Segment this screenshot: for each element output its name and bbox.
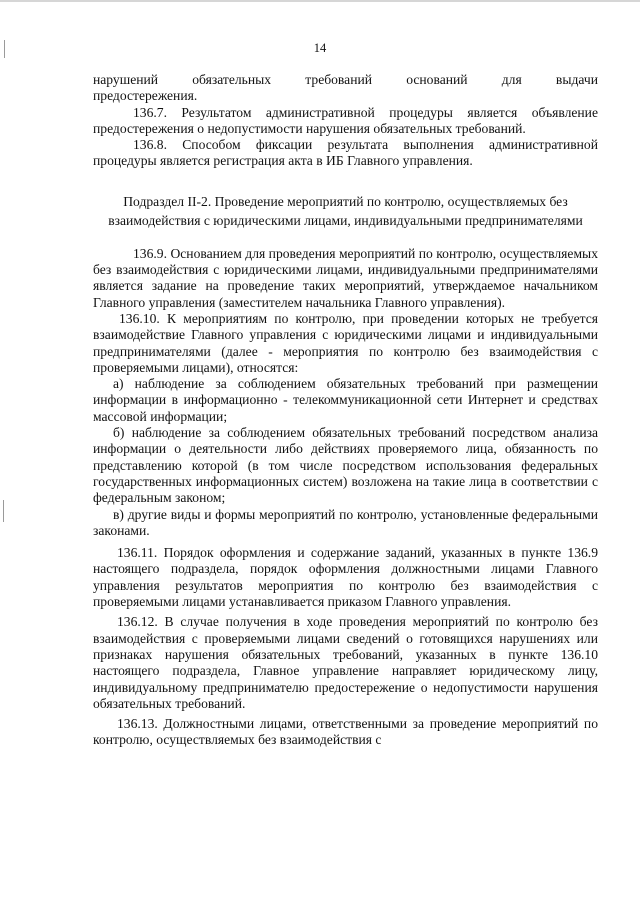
paragraph-136-8: 136.8. Способом фиксации результата выполнения административной процедуры является регистрация акта в ИБ Главного управления. [93, 137, 598, 169]
paragraph-136-12: 136.12. В случае получения в ходе проведения мероприятий по контролю без взаимодействия с проверяемыми лицами сведений о готовящихся нарушениях или признаках нарушения обязательных требований, указанных в пункте 136.10 настоящего подраздела, Главное управление направляет юридическому лицу, индивидуальному предпринимателю предостережение о недопустимости нарушения обязательных требований. [93, 614, 598, 711]
document-body [93, 72, 598, 749]
subsection-heading: Подраздел II-2. Проведение мероприятий по контролю, осуществляемых без взаимодействия с юридическими лицами, индивидуальными предпринимателями [108, 193, 583, 228]
paragraph-136-11: 136.11. Порядок оформления и содержание заданий, указанных в пункте 136.9 настоящего подраздела, порядок оформления должностными лицами Главного управления результатов мероприятия по контролю без взаимодействия с проверяемыми лицами устанавливается приказом Главного управления. [93, 545, 598, 610]
paragraph-136-13: 136.13. Должностными лицами, ответственными за проведение мероприятий по контролю, осуществляемых без взаимодействия с [93, 716, 598, 748]
paragraph-136-7: 136.7. Результатом административной процедуры является объявление предостережения о недопустимости нарушения обязательных требований. [93, 104, 598, 136]
paragraph-item-b: б) наблюдение за соблюдением обязательных требований посредством анализа информации о деятельности либо действиях проверяемого лица, обязанность по представлению которой (в том числе посредством использования федеральных государственных информационных систем) возложена на такие лица в соответствии с федеральным законом; [93, 425, 598, 506]
page-number: 14 [313, 41, 327, 55]
paragraph-136-10: 136.10. К мероприятиям по контролю, при проведении которых не требуется взаимодействие Главного управления с юридическими лицами и индивидуальными предпринимателями (далее - мероприятия по контролю без взаимодействия с проверяемыми лицами), относятся: [93, 310, 598, 375]
paragraph-item-v: в) другие виды и формы мероприятий по контролю, установленные федеральными законами. [93, 506, 598, 538]
scan-speck [3, 500, 4, 522]
paragraph-item-a: а) наблюдение за соблюдением обязательных требований при размещении информации в информационно - телекоммуникационной сети Интернет и средствах массовой информации; [93, 376, 598, 424]
paragraph-136-9: 136.9. Основанием для проведения мероприятий по контролю, осуществляемых без взаимодействия с юридическими лицами, индивидуальными предпринимателями является задание на проведение таких мероприятий, утверждаемое начальником Главного управления (заместителем начальника Главного управления). [93, 245, 598, 310]
scan-top-edge [0, 0, 640, 2]
paragraph-continuation: нарушений обязательных требований оснований для выдачи предостережения. [93, 72, 598, 104]
